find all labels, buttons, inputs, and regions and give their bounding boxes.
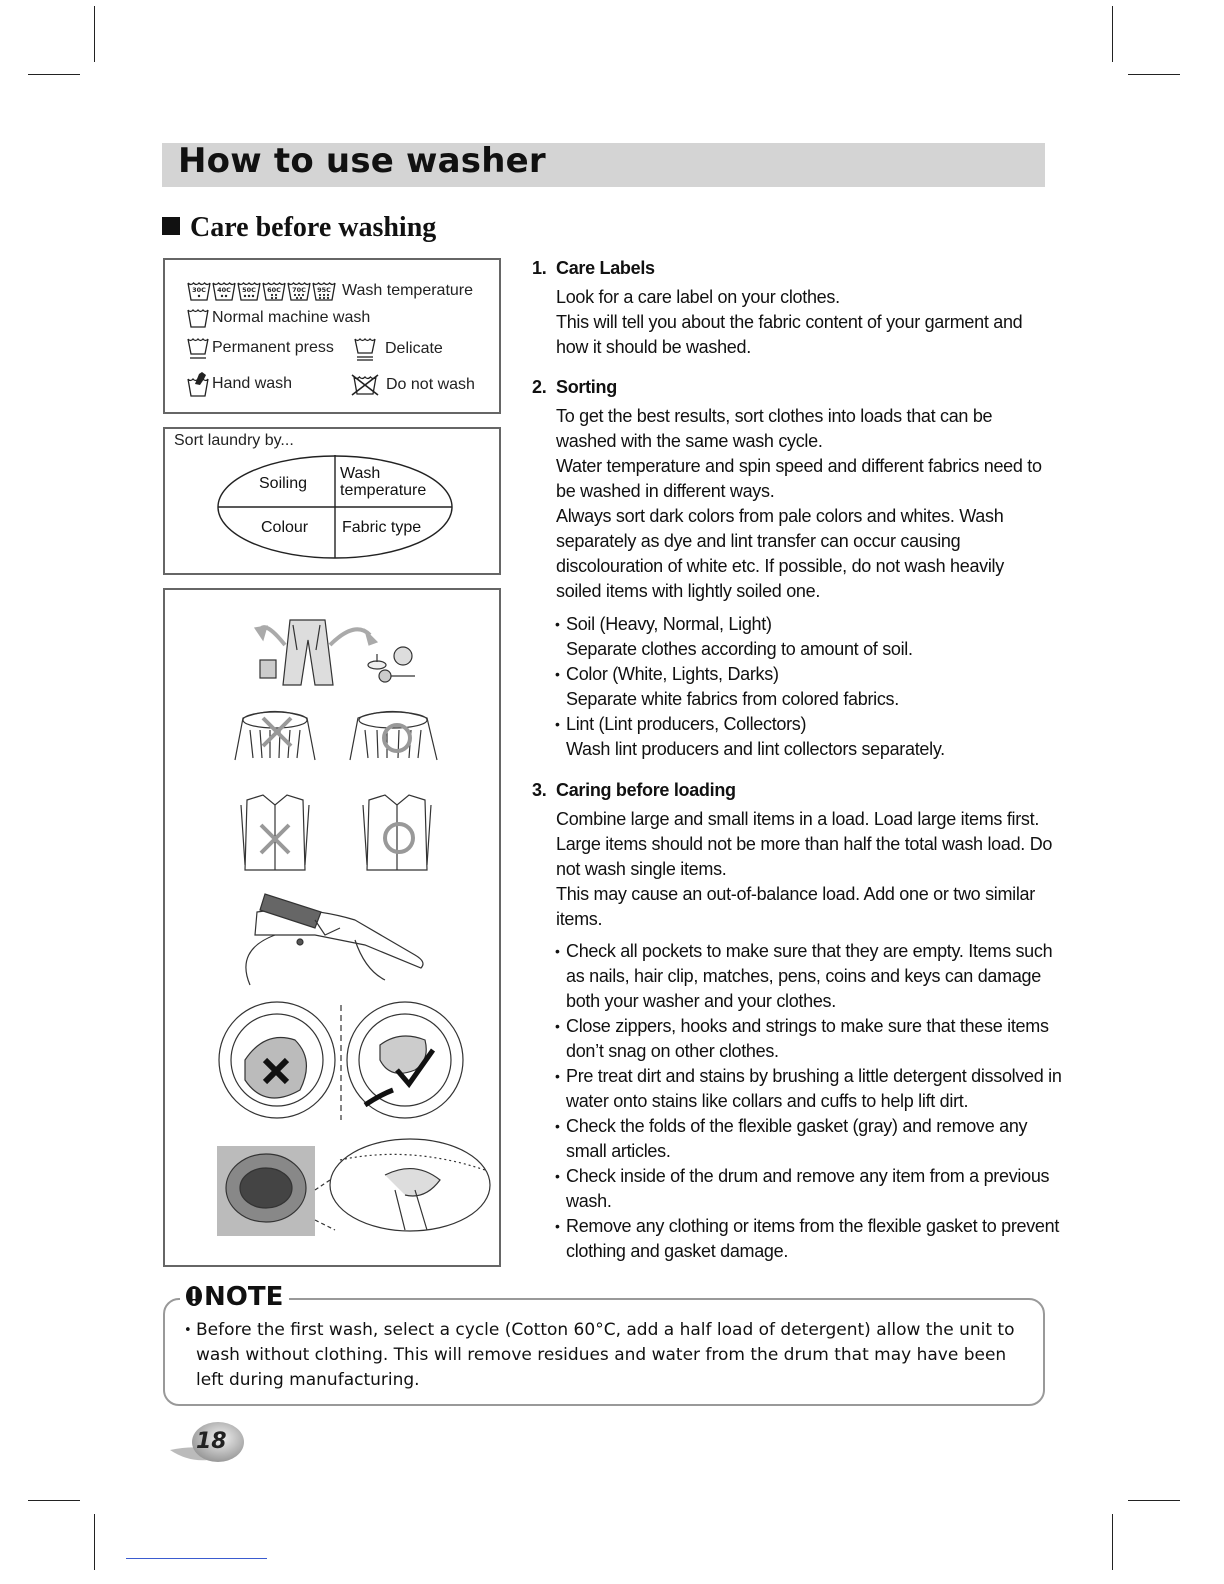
step3-heading bbox=[532, 780, 736, 801]
square-bullet-icon bbox=[162, 217, 180, 235]
step3-number: 3. bbox=[532, 780, 547, 800]
hand-wash-icon bbox=[186, 370, 210, 398]
detergent-pretreat-illustration bbox=[246, 894, 423, 985]
step3-line: not wash single items. bbox=[556, 859, 727, 879]
note-line: • Before the first wash, select a cycle (Cotton 60°C, add a half load of detergent) allow the unit to bbox=[184, 1318, 1024, 1343]
page-number: 18 bbox=[196, 1429, 227, 1454]
list-item-detail: Wash lint producers and lint collectors separately. bbox=[566, 739, 945, 759]
shirt-ok-illustration bbox=[363, 795, 431, 870]
note-line-continued: left during manufacturing. bbox=[196, 1370, 420, 1390]
note-title bbox=[180, 1282, 289, 1312]
step3-bullets bbox=[532, 939, 1076, 1264]
step2-line: discolouration of white etc. If possible, do not wash heavily bbox=[556, 556, 1004, 576]
list-item-continued: don’t snag on other clothes. bbox=[566, 1041, 779, 1061]
note-title-text: NOTE bbox=[204, 1282, 284, 1312]
normal-wash-label: Normal machine wash bbox=[212, 309, 371, 326]
list-item: • Remove any clothing or items from the flexible gasket to prevent bbox=[556, 1214, 1076, 1239]
list-item-continued: water onto stains like collars and cuffs to help lift dirt. bbox=[566, 1091, 969, 1111]
delicate-icon bbox=[352, 336, 378, 362]
step3-line: Combine large and small items in a load. Load large items first. bbox=[556, 809, 1040, 829]
step2-bullets bbox=[532, 612, 1076, 762]
step2-line: Water temperature and spin speed and different fabrics need to bbox=[556, 456, 1042, 476]
laundry-illustrations bbox=[165, 590, 499, 1265]
normal-wash-row bbox=[186, 307, 370, 329]
list-item-continued: wash. bbox=[566, 1191, 612, 1211]
drum-ok-illustration bbox=[347, 1002, 463, 1118]
soiling-label: Soiling bbox=[259, 475, 308, 492]
step1-number: 1. bbox=[532, 258, 547, 278]
crop-mark bbox=[1128, 74, 1180, 75]
wash-label: Wash bbox=[340, 465, 381, 482]
wash-temperature-row bbox=[186, 280, 473, 302]
collar-cross-illustration bbox=[235, 712, 315, 761]
delicate-label: Delicate bbox=[385, 340, 443, 357]
footer-line bbox=[126, 1558, 267, 1559]
crop-mark bbox=[1128, 1500, 1180, 1501]
wash-temperature-label: Wash temperature bbox=[342, 282, 474, 299]
drum-overload-illustration bbox=[219, 1002, 335, 1118]
crop-mark bbox=[94, 1514, 95, 1570]
list-item: • Pre treat dirt and stains by brushing a little detergent dissolved in bbox=[556, 1064, 1076, 1089]
step1-line: how it should be washed. bbox=[556, 337, 751, 357]
do-not-wash-row bbox=[350, 374, 475, 396]
step1-body bbox=[532, 285, 1076, 360]
step2-line: washed with the same wash cycle. bbox=[556, 431, 823, 451]
step2-line: Always sort dark colors from pale colors and whites. Wash bbox=[556, 506, 1004, 526]
permanent-press-label: Permanent press bbox=[212, 339, 334, 356]
step2-heading bbox=[532, 377, 617, 398]
sort-ellipse-diagram bbox=[215, 452, 460, 560]
section-title bbox=[162, 212, 436, 244]
step1-heading bbox=[532, 258, 655, 279]
colour-label: Colour bbox=[261, 519, 309, 536]
fabric-type-label: Fabric type bbox=[342, 519, 422, 536]
step3-line: items. bbox=[556, 909, 603, 929]
note-line-continued: wash without clothing. This will remove residues and water from the drum that may have been bbox=[196, 1345, 1007, 1365]
svg-text:30C: 30C bbox=[192, 286, 206, 294]
list-item: • Lint (Lint producers, Collectors) bbox=[556, 712, 1076, 737]
hand-wash-label: Hand wash bbox=[212, 375, 293, 392]
step2-number: 2. bbox=[532, 377, 547, 397]
page-number-badge bbox=[168, 1422, 244, 1464]
list-item: • Check the folds of the flexible gasket (gray) and remove any bbox=[556, 1114, 1076, 1139]
crop-mark bbox=[28, 1500, 80, 1501]
step3-line: This may cause an out-of-balance load. Add one or two similar bbox=[556, 884, 1035, 904]
collar-ok-illustration bbox=[350, 712, 437, 761]
svg-text:95C: 95C bbox=[317, 286, 331, 294]
step2-line: separately as dye and lint transfer can occur causing bbox=[556, 531, 961, 551]
step1-title: Care Labels bbox=[556, 258, 655, 278]
step2-line: soiled items with lightly soiled one. bbox=[556, 581, 821, 601]
sort-laundry-title: Sort laundry by... bbox=[174, 432, 294, 449]
crop-mark bbox=[28, 74, 80, 75]
step2-line: be washed in different ways. bbox=[556, 481, 775, 501]
step1-line: Look for a care label on your clothes. bbox=[556, 287, 840, 307]
temperature-label: temperature bbox=[340, 482, 427, 499]
do-not-wash-label: Do not wash bbox=[386, 376, 475, 393]
gasket-check-illustration bbox=[217, 1139, 490, 1236]
do-not-wash-icon bbox=[350, 374, 380, 396]
crop-mark bbox=[94, 6, 95, 62]
hand-wash-row bbox=[186, 370, 292, 398]
temperature-tubs-icon bbox=[186, 280, 336, 302]
list-item-continued: both your washer and your clothes. bbox=[566, 991, 836, 1011]
list-item-detail: Separate white fabrics from colored fabrics. bbox=[566, 689, 899, 709]
shirt-cross-illustration bbox=[241, 795, 309, 870]
step2-line: To get the best results, sort clothes into loads that can be bbox=[556, 406, 993, 426]
list-item: • Soil (Heavy, Normal, Light) bbox=[556, 612, 1076, 637]
list-item-continued: as nails, hair clip, matches, pens, coins and keys can damage bbox=[566, 966, 1041, 986]
permanent-press-row bbox=[186, 336, 334, 360]
permanent-press-icon bbox=[186, 336, 210, 360]
svg-text:70C: 70C bbox=[292, 286, 306, 294]
step3-title: Caring before loading bbox=[556, 780, 736, 800]
section-title-text: Care before washing bbox=[190, 212, 437, 243]
step2-title: Sorting bbox=[556, 377, 617, 397]
list-item-detail: Separate clothes according to amount of soil. bbox=[566, 639, 913, 659]
note-text bbox=[184, 1318, 1024, 1393]
page-title: How to use washer bbox=[178, 141, 546, 181]
list-item-continued: small articles. bbox=[566, 1141, 671, 1161]
trousers-sorting-illustration bbox=[255, 620, 415, 685]
list-item: • Check all pockets to make sure that they are empty. Items such bbox=[556, 939, 1076, 964]
svg-text:60C: 60C bbox=[267, 286, 281, 294]
list-item-continued: clothing and gasket damage. bbox=[566, 1241, 789, 1261]
step2-body bbox=[532, 404, 1076, 604]
svg-text:50C: 50C bbox=[242, 286, 256, 294]
list-item: • Close zippers, hooks and strings to make sure that these items bbox=[556, 1014, 1076, 1039]
step1-line: This will tell you about the fabric content of your garment and bbox=[556, 312, 1023, 332]
tub-icon bbox=[186, 307, 210, 329]
list-item: • Check inside of the drum and remove any item from a previous bbox=[556, 1164, 1076, 1189]
delicate-row bbox=[352, 336, 443, 362]
info-icon bbox=[184, 1285, 204, 1307]
svg-text:40C: 40C bbox=[217, 286, 231, 294]
step3-line: Large items should not be more than half the total wash load. Do bbox=[556, 834, 1053, 854]
list-item: • Color (White, Lights, Darks) bbox=[556, 662, 1076, 687]
step3-body bbox=[532, 807, 1076, 932]
crop-mark bbox=[1112, 6, 1113, 62]
crop-mark bbox=[1112, 1514, 1113, 1570]
